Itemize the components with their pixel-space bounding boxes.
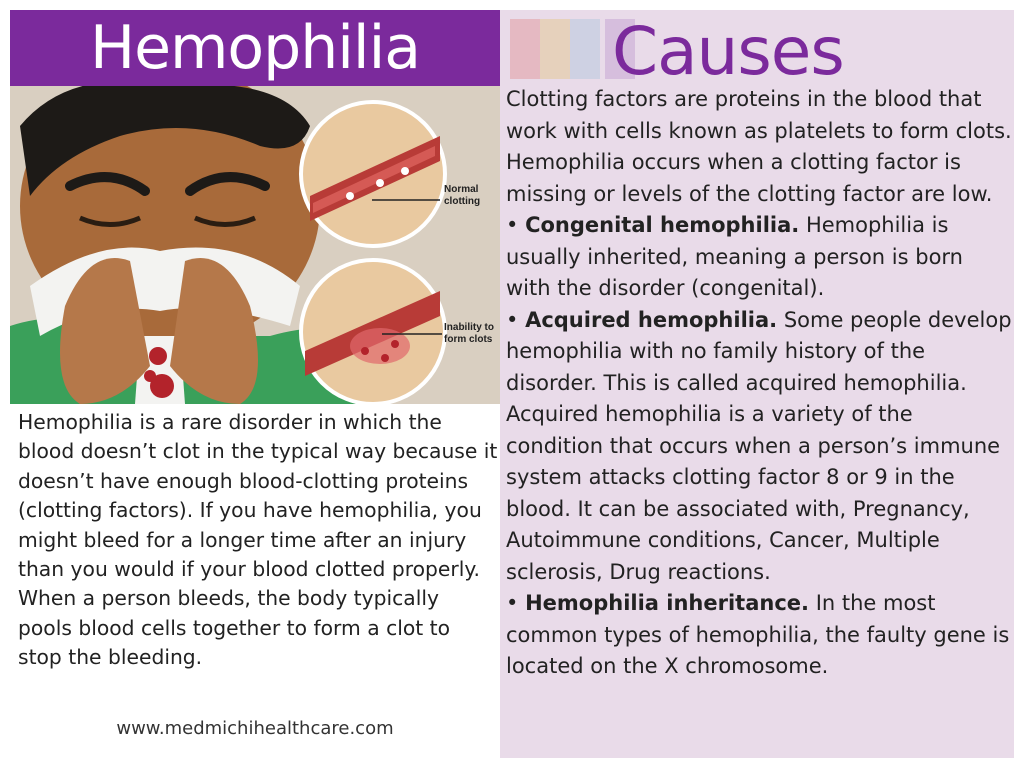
website-url: www.medmichihealthcare.com bbox=[116, 718, 394, 739]
cause-item-acquired bbox=[506, 305, 1012, 400]
acquired-heading: Acquired hemophilia. bbox=[525, 307, 778, 332]
hemophilia-title: Hemophilia bbox=[10, 10, 500, 86]
normal-clotting-label: Normal clotting bbox=[444, 184, 481, 207]
inheritance-heading: Hemophilia inheritance. bbox=[525, 591, 809, 615]
inheritance-text: In the most common types of hemophilia, the faulty gene is located on the X chromosome. bbox=[506, 591, 1010, 678]
congenital-text: Hemophilia is usually inherited, meaning a person is born with the disorder (congenital). bbox=[506, 213, 963, 300]
bullet: • bbox=[506, 307, 519, 332]
cause-item-inheritance bbox=[506, 588, 1012, 683]
bullet: • bbox=[506, 591, 519, 615]
causes-content bbox=[506, 84, 1012, 683]
causes-intro: Clotting factors are proteins in the blood that work with cells known as platelets to form clots. Hemophilia occurs when a clotting factor is missing or levels of the clotting factor are low. bbox=[506, 87, 1012, 206]
causes-panel bbox=[500, 10, 1014, 758]
left-description bbox=[18, 408, 498, 673]
congenital-heading: Congenital hemophilia. bbox=[525, 213, 800, 237]
inability-clots-label: Inability to form clots bbox=[444, 322, 494, 345]
cause-item-congenital bbox=[506, 210, 1012, 305]
illustration-svg bbox=[10, 86, 500, 404]
bullet: • bbox=[506, 213, 519, 237]
causes-title: Causes bbox=[612, 13, 844, 90]
hemophilia-illustration bbox=[10, 86, 500, 404]
infographic bbox=[10, 10, 1014, 758]
acquired-text: Some people develop hemophilia with no family history of the disorder. This is called acquired hemophilia. bbox=[506, 307, 1012, 395]
acquired-detail: Acquired hemophilia is a variety of the condition that occurs when a person’s immune system attacks clotting factor 8 or 9 in the blood. It can be associated with, Pregnancy, Autoimmune conditions, Cancer, Multiple sclerosis, Drug reactions. bbox=[506, 402, 1001, 584]
left-body: Hemophilia is a rare disorder in which the blood doesn’t clot in the typical way because it doesn’t have enough blood-clotting proteins (clotting factors). If you have hemophilia, you might bleed for a longer time after an injury than you would if your blood clotted properly. When a person bleeds, the body typically pools blood cells together to form a clot to stop the bleeding. bbox=[18, 410, 498, 670]
